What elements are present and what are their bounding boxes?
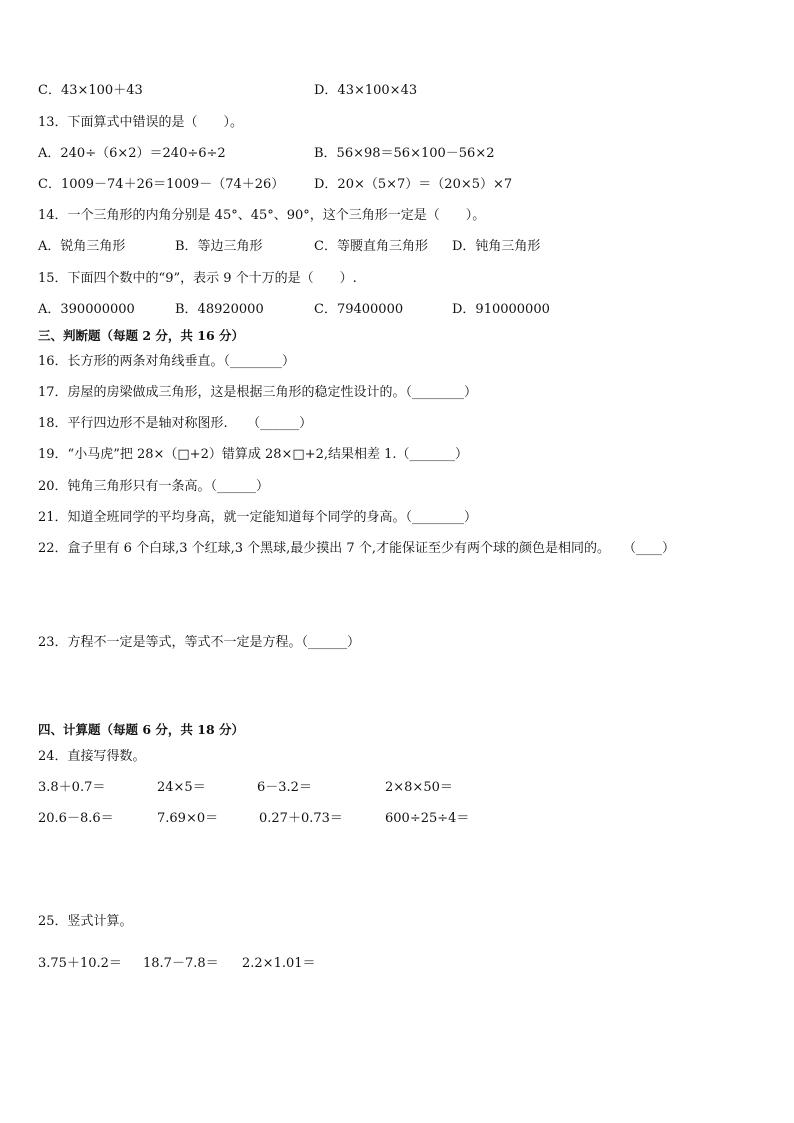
judge-item-21: 21．知道全班同学的平均身高，就一定能知道每个同学的身高。（________） <box>38 510 478 525</box>
judge-item-23: 23．方程不一定是等式，等式不一定是方程。（______） <box>38 635 361 650</box>
q15-option-a: A．390000000 <box>38 302 135 317</box>
q13-option-c: C．1009－74＋26＝1009－（74＋26） <box>38 177 285 192</box>
q25-item: 3.75＋10.2＝ <box>38 956 122 971</box>
q24-item: 3.8＋0.7＝ <box>38 780 106 795</box>
q25-item: 2.2×1.01＝ <box>242 956 316 971</box>
judge-item-18: 18．平行四边形不是轴对称图形. （______） <box>38 416 313 431</box>
q25-item: 18.7－7.8＝ <box>143 956 219 971</box>
q13-stem: 13．下面算式中错误的是（ ）。 <box>38 115 244 130</box>
q13-option-a: A．240÷（6×2）＝240÷6÷2 <box>38 146 226 161</box>
q24-stem: 24．直接写得数。 <box>38 749 146 764</box>
q14-option-c: C．等腰直角三角形 <box>314 239 428 254</box>
q24-item: 2×8×50＝ <box>385 780 453 795</box>
q13-option-b: B．56×98＝56×100－56×2 <box>314 146 495 161</box>
q13-option-d: D．20×（5×7）＝（20×5）×7 <box>314 177 513 192</box>
q12-option-d: D．43×100×43 <box>314 83 418 98</box>
q24-item: 20.6－8.6＝ <box>38 811 114 826</box>
q15-option-b: B．48920000 <box>175 302 264 317</box>
judge-item-22: 22．盒子里有 6 个白球,3 个红球,3 个黑球,最少摸出 7 个,才能保证至少有两个球的颜色是相同的。 （____） <box>38 541 675 556</box>
q24-item: 0.27＋0.73＝ <box>259 811 343 826</box>
q24-item: 7.69×0＝ <box>157 811 219 826</box>
judge-item-20: 20．钝角三角形只有一条高。（______） <box>38 479 270 494</box>
section-3-heading: 三、判断题（每题 2 分，共 16 分） <box>38 328 245 343</box>
q24-item: 6－3.2＝ <box>257 780 312 795</box>
judge-item-17: 17．房屋的房梁做成三角形，这是根据三角形的稳定性设计的。（________） <box>38 385 478 400</box>
q25-stem: 25．竖式计算。 <box>38 914 133 929</box>
q24-item: 24×5＝ <box>157 780 206 795</box>
q14-option-a: A．锐角三角形 <box>38 239 126 254</box>
q24-item: 600÷25÷4＝ <box>385 811 470 826</box>
judge-item-19: 19．“小马虎”把 28×（□+2）错算成 28×□+2,结果相差 1.（_______） <box>38 447 469 462</box>
q14-stem: 14．一个三角形的内角分别是 45°、45°、90°，这个三角形一定是（ ）。 <box>38 208 486 223</box>
q15-stem: 15．下面四个数中的“9”，表示 9 个十万的是（ ）. <box>38 271 357 286</box>
q14-option-b: B．等边三角形 <box>175 239 263 254</box>
q14-option-d: D．钝角三角形 <box>452 239 541 254</box>
q12-option-c: C．43×100＋43 <box>38 83 143 98</box>
q15-option-c: C．79400000 <box>314 302 404 317</box>
judge-item-16: 16．长方形的两条对角线垂直。（________） <box>38 354 296 369</box>
section-4-heading: 四、计算题（每题 6 分，共 18 分） <box>38 722 245 737</box>
q15-option-d: D．910000000 <box>452 302 550 317</box>
